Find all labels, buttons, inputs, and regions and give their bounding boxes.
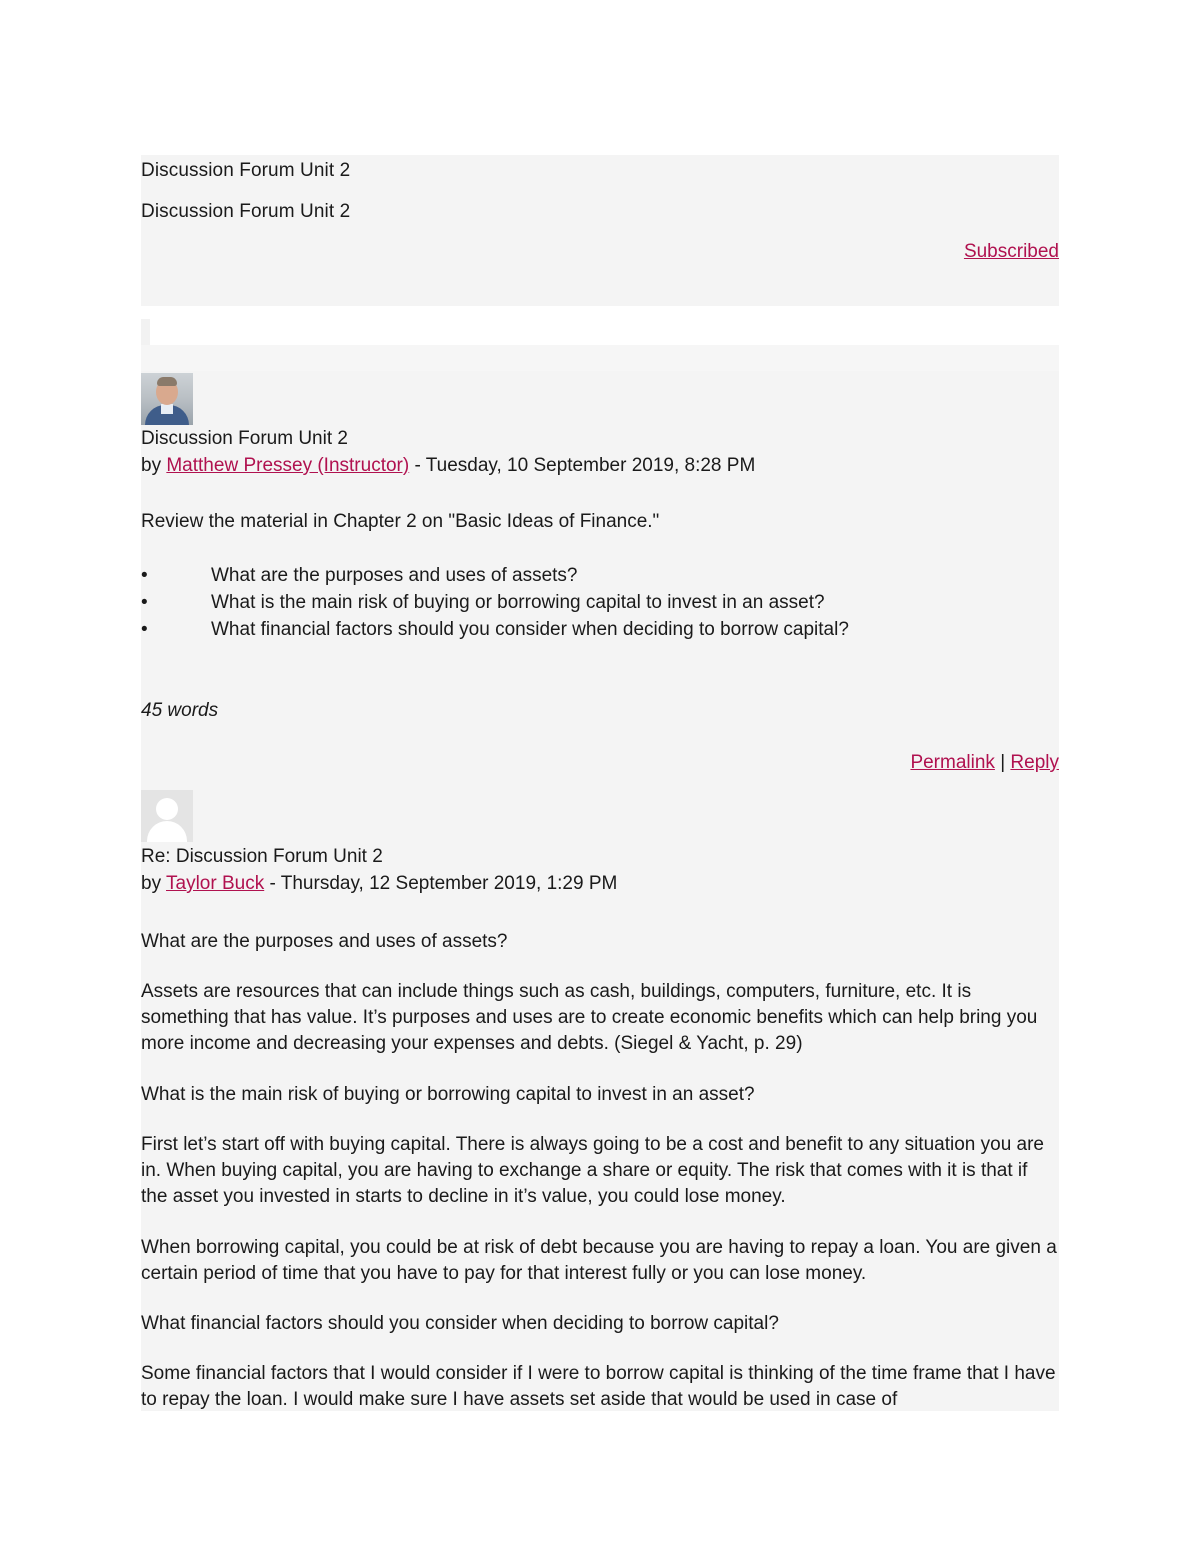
post-question: What are the purposes and uses of assets? bbox=[141, 931, 508, 952]
forum-title: Discussion Forum Unit 2 bbox=[141, 160, 351, 181]
discussion-title: Discussion Forum Unit 2 bbox=[141, 201, 351, 222]
byline-by: by bbox=[141, 873, 162, 894]
bullet-text: What financial factors should you consider when deciding to borrow capital? bbox=[211, 619, 849, 640]
separator-band bbox=[141, 319, 1059, 345]
avatar-collar bbox=[161, 404, 173, 414]
post-paragraph: Some financial factors that I would consider if I were to borrow capital is thinking of the time frame that I have to repay the loan. I would make sure I have assets set aside that would be used in case of bbox=[141, 1363, 1056, 1410]
post-question: What is the main risk of buying or borrowing capital to invest in an asset? bbox=[141, 1084, 755, 1105]
author-link[interactable]: Taylor Buck bbox=[166, 873, 265, 894]
post-date: - Tuesday, 10 September 2019, 8:28 PM bbox=[409, 455, 756, 476]
action-separator: | bbox=[1000, 752, 1006, 773]
post-intro: Review the material in Chapter 2 on "Basic Ideas of Finance." bbox=[141, 511, 660, 532]
permalink-link[interactable]: Permalink bbox=[910, 752, 995, 773]
post-actions bbox=[910, 752, 1059, 774]
post-paragraph: Assets are resources that can include things such as cash, buildings, computers, furniture, etc. It is something that has value. It’s purposes and uses are to create economic benefits which can help bring you more income and decreasing your expenses and debts. (Siegel & Yacht, p. 29) bbox=[141, 981, 1038, 1054]
bullet-dot: • bbox=[141, 565, 148, 586]
separator-band-lower bbox=[141, 345, 1059, 371]
default-user-avatar[interactable] bbox=[141, 790, 193, 842]
post-subject: Discussion Forum Unit 2 bbox=[141, 428, 348, 449]
post-paragraph: When borrowing capital, you could be at risk of debt because you are having to repay a loan. You are given a certain period of time that you have to pay for that interest fully or you can lose money. bbox=[141, 1237, 1057, 1284]
bullet-text: What are the purposes and uses of assets? bbox=[211, 565, 578, 586]
avatar-hair bbox=[157, 377, 177, 386]
post-subject: Re: Discussion Forum Unit 2 bbox=[141, 846, 383, 867]
bullet-dot: • bbox=[141, 619, 148, 640]
post-paragraph: First let’s start off with buying capital. There is always going to be a cost and benefit to any situation you are in. When buying capital, you are having to exchange a share or equity. The risk that comes with it is that if the asset you invested in starts to decline in it’s value, you could lose money. bbox=[141, 1134, 1045, 1207]
discussion-header bbox=[141, 155, 1059, 306]
avatar-head bbox=[156, 798, 178, 820]
posts-container bbox=[141, 371, 1059, 1411]
post-byline bbox=[141, 455, 755, 477]
word-count: 45 words bbox=[141, 700, 219, 721]
avatar-body bbox=[147, 821, 187, 842]
reply-link[interactable]: Reply bbox=[1010, 752, 1059, 773]
author-link[interactable]: Matthew Pressey (Instructor) bbox=[166, 455, 410, 476]
bullet-text: What is the main risk of buying or borrowing capital to invest in an asset? bbox=[211, 592, 825, 613]
subscribed-link[interactable]: Subscribed bbox=[963, 241, 1059, 262]
post-question: What financial factors should you consider when deciding to borrow capital? bbox=[141, 1313, 779, 1334]
post-date: - Thursday, 12 September 2019, 1:29 PM bbox=[264, 873, 618, 894]
post-byline bbox=[141, 873, 617, 895]
byline-by: by bbox=[141, 455, 162, 476]
instructor-avatar[interactable] bbox=[141, 373, 193, 425]
bullet-dot: • bbox=[141, 592, 148, 613]
separator-edge bbox=[141, 319, 150, 345]
